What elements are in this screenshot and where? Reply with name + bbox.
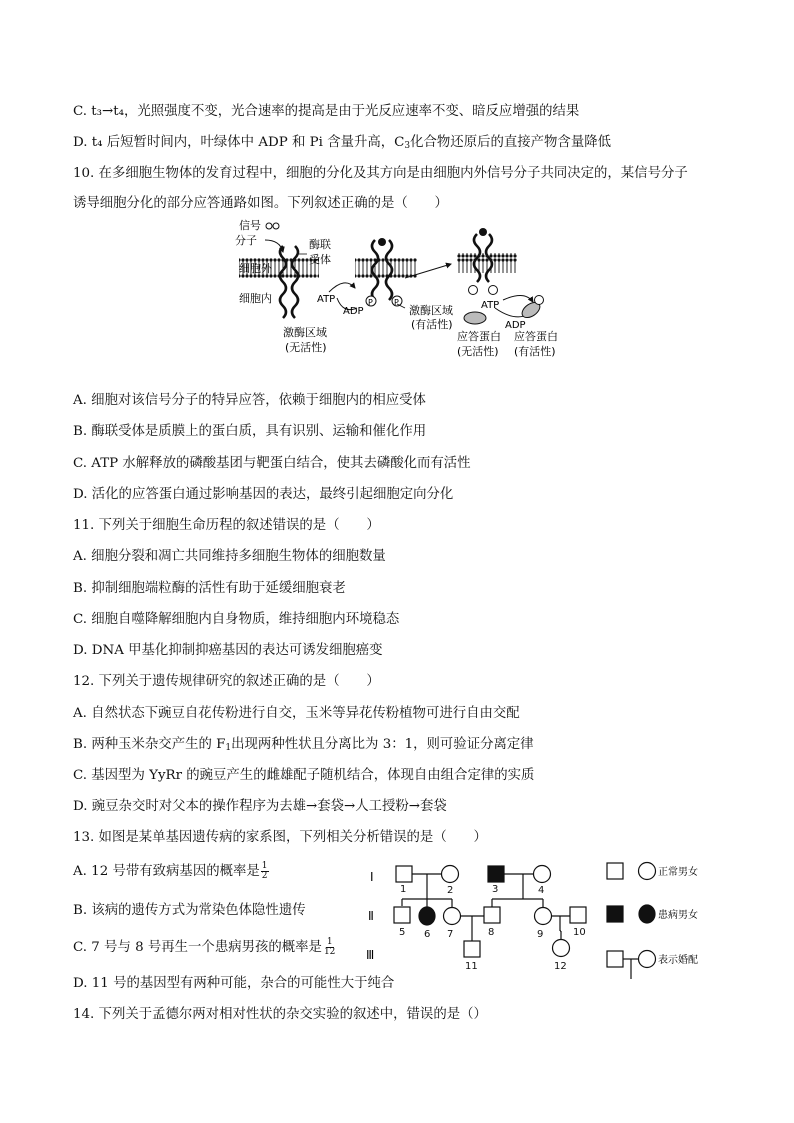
person-12 [553, 940, 570, 957]
label-receptor-2: 受体 [309, 253, 331, 266]
person-2 [442, 866, 459, 883]
label-response-protein-1: 应答蛋白 [457, 330, 501, 343]
q12-b-part1: B. 两种玉米杂交产生的 F [73, 737, 226, 752]
label-atp-2: ATP [481, 300, 500, 311]
q13-option-c [73, 938, 336, 957]
q10-option-c: C. ATP 水解释放的磷酸基团与靶蛋白结合，使其去磷酸化而有活性 [73, 456, 471, 471]
q13-c-text: C. 7 号与 8 号再生一个患病男孩的概率是 [73, 940, 322, 955]
label-inactive-2: (无活性) [457, 345, 499, 358]
legend-affected-male [607, 906, 623, 922]
q9-option-c: C. t₃→t₄，光照强度不变，光合速率的提高是由于光反应速率不变、暗反应增强的结果 [73, 104, 580, 119]
gen-label-1: Ⅰ [370, 870, 374, 884]
legend-normal-female [639, 863, 656, 880]
legend-marriage-female [639, 951, 656, 968]
q10-option-a: A. 细胞对该信号分子的特异应答，依赖于细胞内的相应受体 [73, 393, 426, 408]
q13-option-d: D. 11 号的基因型有两种可能，杂合的可能性大于纯合 [73, 976, 395, 991]
label-active-2: (有活性) [514, 345, 556, 358]
legend-normal-label: 正常男女 [658, 867, 698, 878]
svg-text:2: 2 [447, 885, 454, 896]
q10-stem-line1: 10. 在多细胞生物体的发育过程中，细胞的分化及其方向是由细胞内外信号分子共同决定的，某信号分子 [73, 166, 688, 181]
q13-c-fraction: $\frac{1}{12}$ [323, 937, 336, 957]
svg-text:3: 3 [492, 884, 499, 895]
receptor-inactive [280, 246, 298, 318]
svg-text:4: 4 [538, 885, 545, 896]
q13-option-a [73, 862, 269, 881]
q10-stem-line2: 诱导细胞分化的部分应答通路如图。下列叙述正确的是（ ） [73, 196, 448, 211]
legend-normal-male [607, 863, 623, 879]
response-protein-inactive [464, 312, 486, 324]
signal-molecule-icon [266, 223, 279, 229]
q14-stem: 14. 下列关于孟德尔两对相对性状的杂交实验的叙述中，错误的是（） [73, 1007, 487, 1022]
svg-text:1: 1 [400, 884, 407, 895]
q13-stem: 13. 如图是某单基因遗传病的家系图，下列相关分析错误的是（ ） [73, 830, 487, 845]
label-kinase-inactive: 激酶区域 [283, 326, 327, 339]
q12-stem: 12. 下列关于遗传规律研究的叙述正确的是（ ） [73, 674, 380, 689]
q11-option-b: B. 抑制细胞端粒酶的活性有助于延缓细胞衰老 [73, 581, 346, 596]
person-3 [488, 866, 504, 882]
gen-label-3: Ⅲ [366, 948, 375, 962]
label-receptor-1: 酶联 [309, 238, 331, 251]
svg-text:P: P [394, 298, 399, 307]
q12-option-b [73, 736, 534, 757]
q9-d-part2: 化合物还原后的直接产物含量降低 [410, 135, 611, 150]
person-4 [534, 866, 551, 883]
label-atp-1: ATP [317, 294, 336, 305]
label-adp-1: ADP [343, 306, 364, 317]
q12-b-part2: 出现两种性状且分离比为 3：1，则可验证分离定律 [231, 737, 534, 752]
svg-text:6: 6 [424, 929, 431, 940]
label-outside: 细胞外 [239, 262, 272, 275]
q9-d-part1: D. t₄ 后短暂时间内，叶绿体中 ADP 和 Pi 含量升高，C [73, 135, 405, 150]
q13-a-fraction: $\frac{1}{2}$ [261, 861, 268, 881]
q10-signal-pathway-figure [225, 218, 570, 363]
svg-text:12: 12 [554, 961, 567, 972]
q10-option-d: D. 活化的应答蛋白通过影响基因的表达，最终引起细胞定向分化 [73, 487, 454, 502]
gen-label-2: Ⅱ [368, 909, 374, 923]
label-adp-2: ADP [505, 320, 526, 331]
q11-stem: 11. 下列关于细胞生命历程的叙述错误的是（ ） [73, 518, 380, 533]
svg-text:7: 7 [447, 929, 454, 940]
person-11 [464, 941, 480, 957]
svg-text:8: 8 [488, 927, 495, 938]
q11-option-a: A. 细胞分裂和凋亡共同维持多细胞生物体的细胞数量 [73, 549, 386, 564]
q9-d-subscript: 3 [404, 141, 411, 151]
label-inactive-1: (无活性) [285, 341, 327, 354]
q12-b-subscript: 1 [225, 743, 232, 753]
q9-option-d [73, 134, 611, 155]
q12-option-d: D. 豌豆杂交时对父本的操作程序为去雄→套袋→人工授粉→套袋 [73, 799, 447, 814]
label-kinase-active: 激酶区域 [409, 304, 453, 317]
q12-option-c: C. 基因型为 YyRr 的豌豆产生的雌雄配子随机结合，体现自由组合定律的实质 [73, 768, 535, 783]
q10-option-b: B. 酶联受体是质膜上的蛋白质，具有识别、运输和催化作用 [73, 424, 427, 439]
q13-a-text: A. 12 号带有致病基因的概率是 [73, 864, 260, 879]
label-signal: 信号 [239, 219, 261, 232]
person-5 [394, 907, 410, 923]
person-9 [535, 908, 552, 925]
q11-option-d: D. DNA 甲基化抑制抑癌基因的表达可诱发细胞癌变 [73, 643, 383, 658]
label-molecule: 分子 [235, 234, 257, 247]
svg-text:10: 10 [573, 927, 586, 938]
q13-option-b: B. 该病的遗传方式为常染色体隐性遗传 [73, 903, 306, 918]
legend-marriage-male [607, 951, 623, 967]
svg-text:5: 5 [399, 927, 406, 938]
q13-pedigree-figure [360, 855, 730, 985]
person-10 [570, 907, 586, 923]
label-active-1: (有活性) [411, 318, 453, 331]
q11-option-c: C. 细胞自噬降解细胞内自身物质，维持细胞内环境稳态 [73, 612, 400, 627]
svg-text:P: P [368, 298, 373, 307]
person-6 [419, 907, 435, 925]
person-7 [444, 908, 461, 925]
svg-text:11: 11 [465, 961, 478, 972]
legend-affected-female [639, 905, 655, 923]
label-inside: 细胞内 [239, 292, 272, 305]
person-1 [396, 866, 412, 882]
label-response-protein-2: 应答蛋白 [514, 330, 558, 343]
legend-affected-label: 患病男女 [658, 910, 698, 921]
legend-marriage-label: 表示婚配 [658, 955, 698, 966]
person-8 [484, 907, 500, 923]
svg-text:9: 9 [537, 929, 544, 940]
q12-option-a: A. 自然状态下豌豆自花传粉进行自交，玉米等异花传粉植物可进行自由交配 [73, 706, 520, 721]
phosphate-icon [366, 296, 402, 307]
